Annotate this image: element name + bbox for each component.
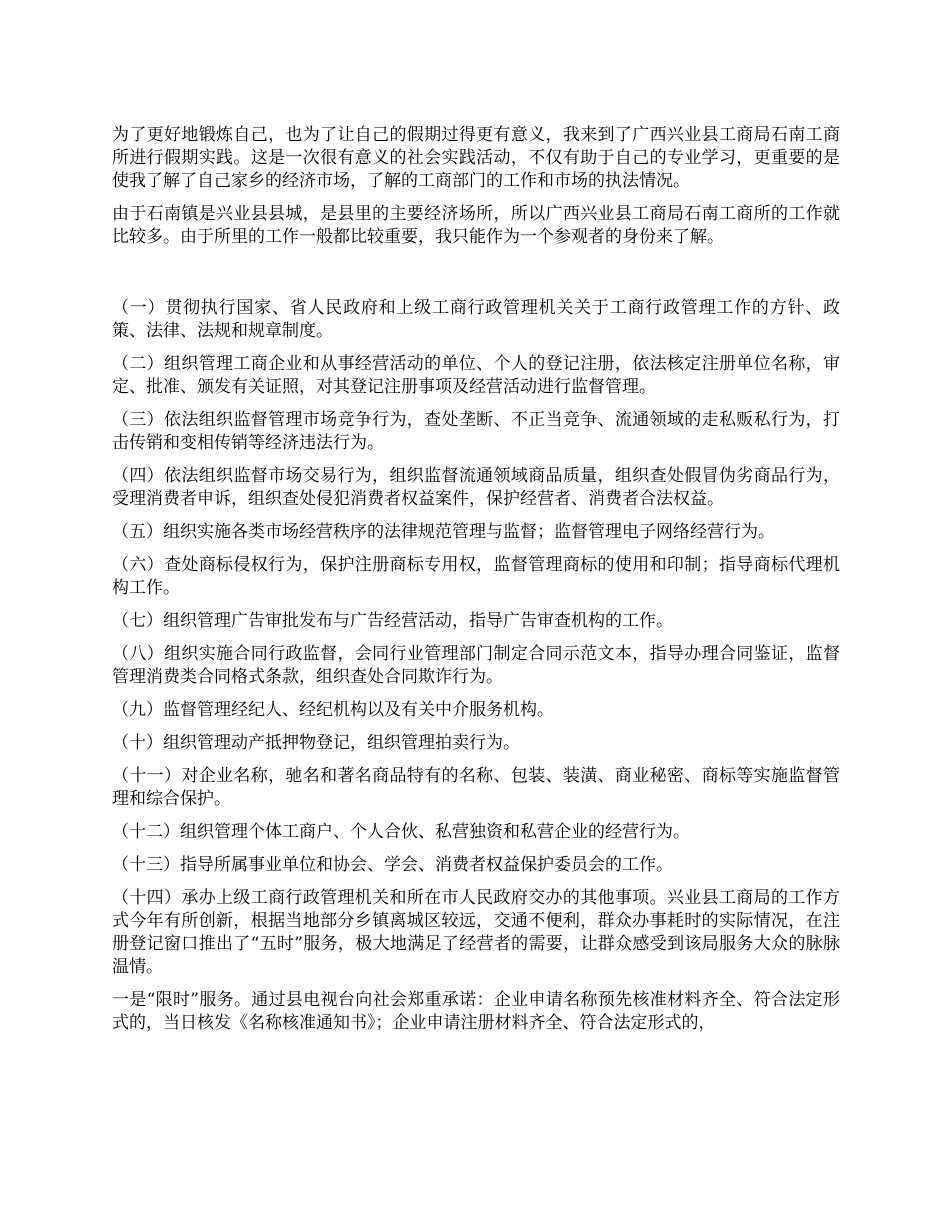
section-spacer bbox=[112, 259, 840, 297]
duty-paragraph-11: （十一）对企业名称，驰名和著名商品特有的名称、包装、装潢、商业秘密、商标等实施监督管理和综合保护。 bbox=[112, 766, 840, 809]
duty-paragraph-1: （一）贯彻执行国家、省人民政府和上级工商行政管理机关关于工商行政管理工作的方针、政策、法律、法规和规章制度。 bbox=[112, 298, 840, 341]
duty-paragraph-10: （十）组织管理动产抵押物登记，组织管理拍卖行为。 bbox=[112, 733, 520, 753]
duty-paragraph-12: （十二）组织管理个体工商户、个人合伙、私营独资和私营企业的经营行为。 bbox=[112, 822, 690, 842]
duty-paragraph-5: （五）组织实施各类市场经营秩序的法律规范管理与监督；监督管理电子网络经营行为。 bbox=[112, 522, 775, 542]
duty-paragraph-13: （十三）指导所属事业单位和协会、学会、消费者权益保护委员会的工作。 bbox=[112, 855, 673, 875]
duty-paragraph-3: （三）依法组织监督管理市场竞争行为，查处垄断、不正当竞争、流通领域的走私贩私行为，打击传销和变相传销等经济违法行为。 bbox=[112, 410, 840, 453]
duty-paragraph-2: （二）组织管理工商企业和从事经营活动的单位、个人的登记注册，依法核定注册单位名称，审定、批准、颁发有关证照，对其登记注册事项及经营活动进行监督管理。 bbox=[112, 354, 840, 397]
service-paragraph-1: 一是“限时”服务。通过县电视台向社会郑重承诺：企业申请名称预先核准材料齐全、符合法定形式的，当日核发《名称核准通知书》；企业申请注册材料齐全、符合法定形式的， bbox=[112, 990, 840, 1033]
duty-paragraph-7: （七）组织管理广告审批发布与广告经营活动，指导广告审查机构的工作。 bbox=[112, 611, 673, 631]
document-page bbox=[112, 124, 840, 1045]
duty-paragraph-4: （四）依法组织监督市场交易行为，组织监督流通领域商品质量，组织查处假冒伪劣商品行为，受理消费者申诉，组织查处侵犯消费者权益案件，保护经营者、消费者合法权益。 bbox=[112, 466, 840, 509]
duty-paragraph-6: （六）查处商标侵权行为，保护注册商标专用权，监督管理商标的使用和印制；指导商标代理机构工作。 bbox=[112, 555, 840, 598]
duty-paragraph-14: （十四）承办上级工商行政管理机关和所在市人民政府交办的其他事项。兴业县工商局的工作方式今年有所创新，根据当地部分乡镇离城区较远，交通不便利，群众办事耗时的实际情况，在注册登记窗口推出了“五时”服务，极大地满足了经营者的需要，让群众感受到该局服务大众的脉脉温情。 bbox=[112, 888, 840, 977]
duty-paragraph-8: （八）组织实施合同行政监督，会同行业管理部门制定合同示范文本，指导办理合同鉴证，监督管理消费类合同格式条款，组织查处合同欺诈行为。 bbox=[112, 644, 840, 687]
intro-paragraph-1: 为了更好地锻炼自己，也为了让自己的假期过得更有意义，我来到了广西兴业县工商局石南工商所进行假期实践。这是一次很有意义的社会实践活动，不仅有助于自己的专业学习，更重要的是使我了解了自己家乡的经济市场，了解的工商部门的工作和市场的执法情况。 bbox=[112, 125, 840, 191]
duty-paragraph-9: （九）监督管理经纪人、经纪机构以及有关中介服务机构。 bbox=[112, 700, 554, 720]
intro-paragraph-2: 由于石南镇是兴业县县城，是县里的主要经济场所，所以广西兴业县工商局石南工商所的工作就比较多。由于所里的工作一般都比较重要，我只能作为一个参观者的身份来了解。 bbox=[112, 204, 840, 247]
